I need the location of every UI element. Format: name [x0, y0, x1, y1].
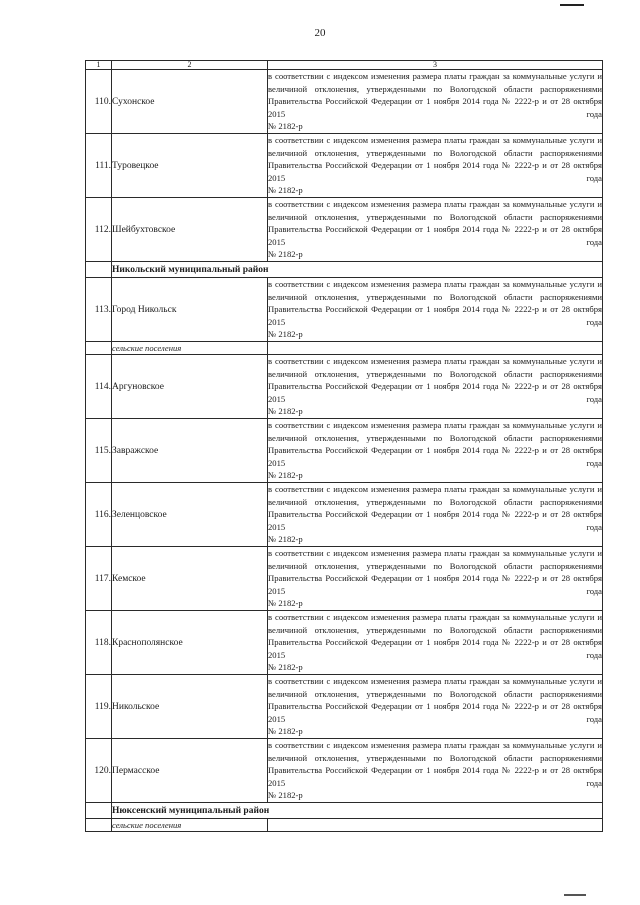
subheading: сельские поселения	[112, 819, 268, 832]
table-row	[86, 547, 603, 611]
empty-cell	[268, 819, 603, 832]
legal-basis-text: в соответствии с индексом изменения размера платы граждан за коммунальные услуги и величиной отклонения, утвержденными по Вологодской области распоряжениями Правительства Российской Федерации от 1 ноября 2014 года № 2222-р и от 28 октября 2015 года	[268, 279, 602, 327]
settlement-name: Кемское	[112, 547, 268, 611]
legal-basis-tail: № 2182-р	[268, 598, 303, 609]
table-row	[86, 611, 603, 675]
empty-cell	[86, 342, 112, 355]
district-heading: Нюксенский муниципальный район	[112, 803, 603, 819]
row-number: 116.	[86, 483, 112, 547]
legal-basis-text: в соответствии с индексом изменения размера платы граждан за коммунальные услуги и величиной отклонения, утвержденными по Вологодской области распоряжениями Правительства Российской Федерации от 1 ноября 2014 года № 2222-р и от 28 октября 2015 года	[268, 740, 602, 788]
row-number: 112.	[86, 198, 112, 262]
row-number: 114.	[86, 355, 112, 419]
settlement-name: Аргуновское	[112, 355, 268, 419]
subheading-row	[86, 342, 603, 355]
legal-basis	[268, 419, 603, 483]
table-row	[86, 419, 603, 483]
legal-basis-text: в соответствии с индексом изменения размера платы граждан за коммунальные услуги и величиной отклонения, утвержденными по Вологодской области распоряжениями Правительства Российской Федерации от 1 ноября 2014 года № 2222-р и от 28 октября 2015 года	[268, 548, 602, 596]
empty-cell	[268, 342, 603, 355]
legal-basis-tail: № 2182-р	[268, 790, 303, 801]
row-number: 115.	[86, 419, 112, 483]
column-number-2: 2	[112, 61, 268, 70]
row-number: 113.	[86, 278, 112, 342]
legal-basis-tail: № 2182-р	[268, 329, 303, 340]
settlement-name: Город Никольск	[112, 278, 268, 342]
legal-basis-text: в соответствии с индексом изменения размера платы граждан за коммунальные услуги и величиной отклонения, утвержденными по Вологодской области распоряжениями Правительства Российской Федерации от 1 ноября 2014 года № 2222-р и от 28 октября 2015 года	[268, 135, 602, 183]
row-number: 111.	[86, 134, 112, 198]
row-number: 119.	[86, 675, 112, 739]
settlement-name: Никольское	[112, 675, 268, 739]
row-number: 118.	[86, 611, 112, 675]
settlement-name: Шейбухтовское	[112, 198, 268, 262]
legal-basis-tail: № 2182-р	[268, 121, 303, 132]
legal-basis-tail: № 2182-р	[268, 470, 303, 481]
settlements-table	[85, 60, 603, 832]
row-number: 117.	[86, 547, 112, 611]
legal-basis-text: в соответствии с индексом изменения размера платы граждан за коммунальные услуги и величиной отклонения, утвержденными по Вологодской области распоряжениями Правительства Российской Федерации от 1 ноября 2014 года № 2222-р и от 28 октября 2015 года	[268, 71, 602, 119]
empty-cell	[86, 262, 112, 278]
district-heading-row	[86, 803, 603, 819]
table-row	[86, 675, 603, 739]
page-number: 20	[314, 27, 326, 39]
subheading: сельские поселения	[112, 342, 268, 355]
subheading-row	[86, 819, 603, 832]
legal-basis	[268, 198, 603, 262]
legal-basis-text: в соответствии с индексом изменения размера платы граждан за коммунальные услуги и величиной отклонения, утвержденными по Вологодской области распоряжениями Правительства Российской Федерации от 1 ноября 2014 года № 2222-р и от 28 октября 2015 года	[268, 612, 602, 660]
legal-basis	[268, 70, 603, 134]
settlement-name: Краснополянское	[112, 611, 268, 675]
legal-basis-text: в соответствии с индексом изменения размера платы граждан за коммунальные услуги и величиной отклонения, утвержденными по Вологодской области распоряжениями Правительства Российской Федерации от 1 ноября 2014 года № 2222-р и от 28 октября 2015 года	[268, 356, 602, 404]
column-number-1: 1	[86, 61, 112, 70]
settlement-name: Зеленцовское	[112, 483, 268, 547]
table-row	[86, 198, 603, 262]
settlement-name: Туровецкое	[112, 134, 268, 198]
legal-basis	[268, 483, 603, 547]
row-number: 120.	[86, 739, 112, 803]
column-number-row	[86, 61, 603, 70]
legal-basis	[268, 675, 603, 739]
legal-basis-tail: № 2182-р	[268, 726, 303, 737]
table-row	[86, 278, 603, 342]
table-row	[86, 739, 603, 803]
settlement-name: Сухонское	[112, 70, 268, 134]
table-row	[86, 134, 603, 198]
legal-basis-tail: № 2182-р	[268, 662, 303, 673]
table-row	[86, 70, 603, 134]
district-heading: Никольский муниципальный район	[112, 262, 603, 278]
table-row	[86, 355, 603, 419]
legal-basis	[268, 278, 603, 342]
scan-mark-bottom	[564, 894, 586, 896]
empty-cell	[86, 803, 112, 819]
legal-basis-text: в соответствии с индексом изменения размера платы граждан за коммунальные услуги и величиной отклонения, утвержденными по Вологодской области распоряжениями Правительства Российской Федерации от 1 ноября 2014 года № 2222-р и от 28 октября 2015 года	[268, 676, 602, 724]
legal-basis-text: в соответствии с индексом изменения размера платы граждан за коммунальные услуги и величиной отклонения, утвержденными по Вологодской области распоряжениями Правительства Российской Федерации от 1 ноября 2014 года № 2222-р и от 28 октября 2015 года	[268, 484, 602, 532]
legal-basis-tail: № 2182-р	[268, 249, 303, 260]
legal-basis-tail: № 2182-р	[268, 534, 303, 545]
legal-basis-tail: № 2182-р	[268, 406, 303, 417]
legal-basis	[268, 355, 603, 419]
legal-basis	[268, 547, 603, 611]
row-number: 110.	[86, 70, 112, 134]
legal-basis-text: в соответствии с индексом изменения размера платы граждан за коммунальные услуги и величиной отклонения, утвержденными по Вологодской области распоряжениями Правительства Российской Федерации от 1 ноября 2014 года № 2222-р и от 28 октября 2015 года	[268, 199, 602, 247]
scan-mark-top	[560, 4, 584, 6]
district-heading-row	[86, 262, 603, 278]
legal-basis-tail: № 2182-р	[268, 185, 303, 196]
legal-basis	[268, 134, 603, 198]
legal-basis	[268, 611, 603, 675]
legal-basis-text: в соответствии с индексом изменения размера платы граждан за коммунальные услуги и величиной отклонения, утвержденными по Вологодской области распоряжениями Правительства Российской Федерации от 1 ноября 2014 года № 2222-р и от 28 октября 2015 года	[268, 420, 602, 468]
settlement-name: Пермасское	[112, 739, 268, 803]
legal-basis	[268, 739, 603, 803]
settlement-name: Завражское	[112, 419, 268, 483]
empty-cell	[86, 819, 112, 832]
table-row	[86, 483, 603, 547]
column-number-3: 3	[268, 61, 603, 70]
